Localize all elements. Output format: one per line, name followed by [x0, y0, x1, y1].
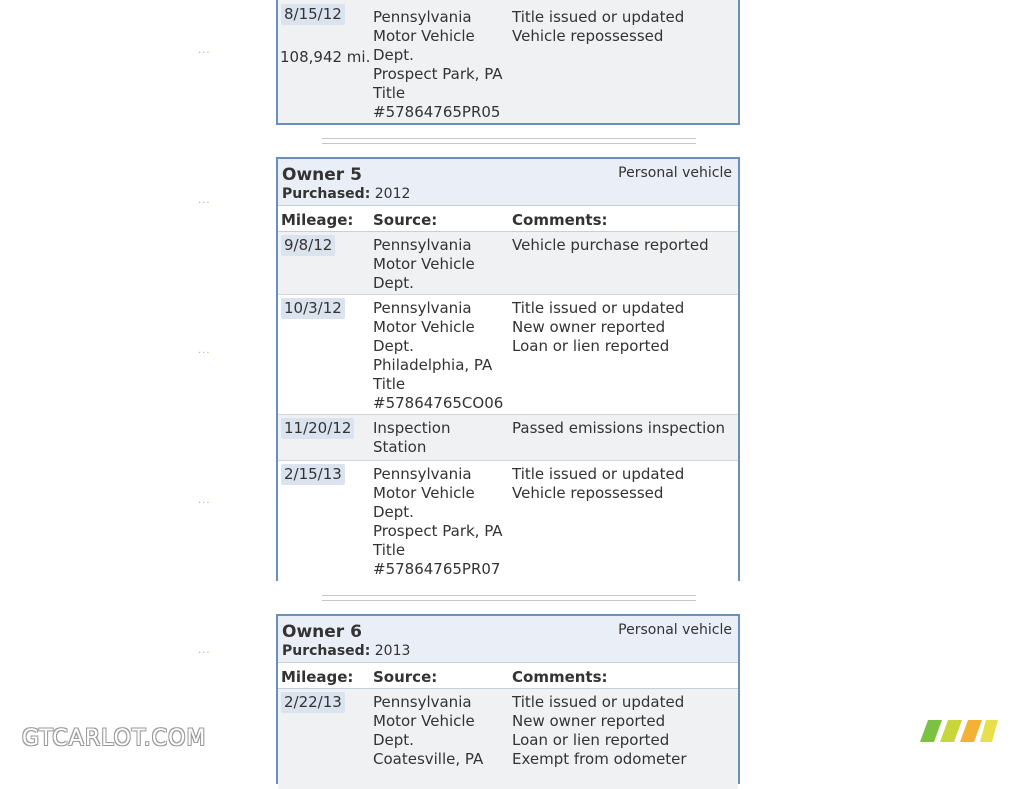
record-date: 10/3/12 [281, 298, 345, 319]
section-divider [322, 138, 696, 144]
owner-title: Owner 6 [282, 622, 362, 642]
owner-5-panel [276, 157, 740, 581]
side-marker: ... [198, 345, 211, 356]
side-marker: ... [198, 45, 211, 56]
side-marker: ... [198, 195, 211, 206]
history-row [278, 461, 738, 582]
record-comments: Passed emissions inspection [512, 419, 726, 437]
purchased-info: Purchased: 2012 [282, 186, 411, 202]
owner-4-panel [276, 0, 740, 125]
record-date: 2/22/13 [281, 692, 345, 713]
record-date: 9/8/12 [281, 235, 335, 256]
column-headers [278, 663, 738, 689]
section-divider [322, 595, 696, 601]
history-row [278, 415, 738, 461]
purchased-info: Purchased: 2013 [282, 643, 411, 659]
vehicle-type: Personal vehicle [618, 622, 732, 638]
side-marker: ... [198, 495, 211, 506]
column-header-source: Source: [373, 668, 438, 686]
column-header-mileage: Mileage: [281, 668, 354, 686]
column-header-comments: Comments: [512, 668, 608, 686]
record-source: Pennsylvania Motor Vehicle Dept. Prospect Park, PA Title #57864765PR05 [373, 8, 503, 121]
history-row [278, 295, 738, 415]
watermark-text: GTCARLOT.COM [22, 726, 207, 751]
record-mileage: 108,942 mi. [280, 48, 371, 66]
record-comments: Title issued or updated Vehicle repossessed [512, 465, 685, 502]
record-source: Pennsylvania Motor Vehicle Dept. Philadelphia, PA Title #57864765CO06 [373, 299, 504, 412]
record-source: Pennsylvania Motor Vehicle Dept. Coatesville, PA [373, 693, 484, 768]
column-header-source: Source: [373, 211, 438, 229]
history-row [278, 232, 738, 295]
record-comments: Title issued or updated New owner reported Loan or lien reported [512, 299, 685, 355]
vehicle-type: Personal vehicle [618, 165, 732, 181]
side-marker: ... [198, 645, 211, 656]
record-date: 11/20/12 [281, 418, 354, 439]
record-comments: Vehicle purchase reported [512, 236, 709, 254]
record-date: 8/15/12 [281, 4, 345, 25]
watermark-logo-icon [920, 720, 998, 742]
record-date: 2/15/13 [281, 464, 345, 485]
record-comments: Title issued or updated Vehicle repossessed [512, 8, 685, 45]
history-row [278, 689, 738, 789]
column-headers [278, 206, 738, 232]
column-header-comments: Comments: [512, 211, 608, 229]
owner-title: Owner 5 [282, 165, 362, 185]
owner-header [278, 159, 738, 206]
history-row [278, 0, 738, 123]
record-source: Inspection Station [373, 419, 451, 456]
record-source: Pennsylvania Motor Vehicle Dept. [373, 236, 475, 292]
column-header-mileage: Mileage: [281, 211, 354, 229]
owner-6-panel [276, 614, 740, 784]
record-source: Pennsylvania Motor Vehicle Dept. Prospect Park, PA Title #57864765PR07 [373, 465, 503, 578]
record-comments: Title issued or updated New owner reported Loan or lien reported Exempt from odometer [512, 693, 687, 768]
owner-header [278, 616, 738, 663]
